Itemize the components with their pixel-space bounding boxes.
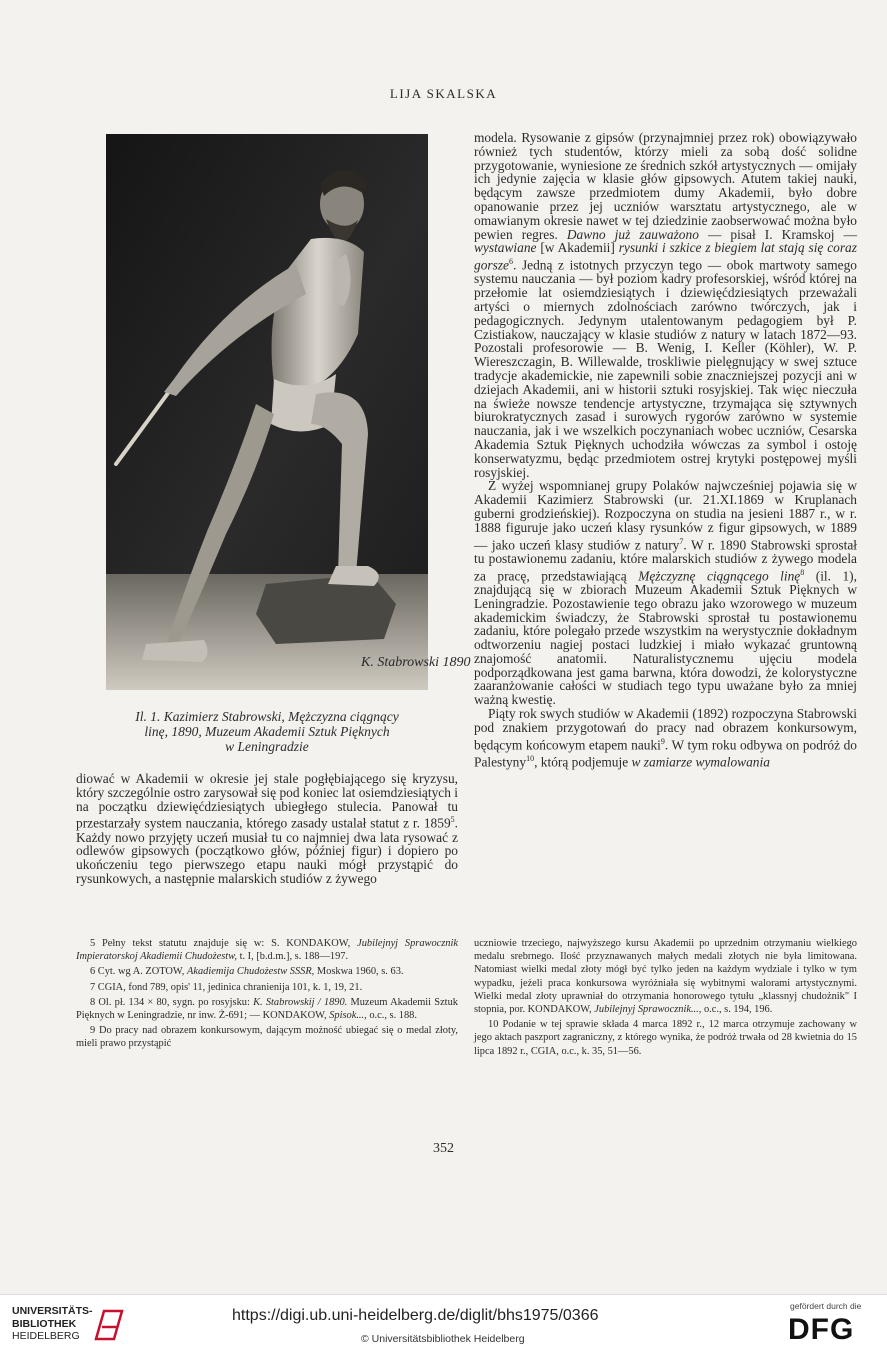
footnote-ref[interactable]: 5 — [450, 815, 455, 825]
paragraph — [76, 772, 458, 886]
library-logo[interactable] — [12, 1305, 192, 1349]
text-run: (il. 1), znajdującą się w zbiorach Muzeum Akademii Sztuk Pięknych w Leningradzie. Pozostawienie tego obrazu jako wzorowego w muzeum akademickim świadczy, że Stabrowski sprostał tu postawionemu zadaniu, które polegało przede wszystkim na werystycznie dokładnym odtworzeniu nagiej postaci ludzkiej i miało wykazać gruntowną znajomość anatomii. Naturalistycznemu ujęciu modela podporządkowana jest gama barwna, która dowodzi, że kolorystyczne zaaranżowanie całości w studiach tego typu uważane było za mniej ważną kwestię. — [474, 568, 857, 708]
text-run: . W r. 1890 Stabrowski sprostał tu postawionemu zadaniu, które malarskich studiów z żywego modela za pracę, przedstawiającą — [474, 537, 858, 584]
library-name: UNIVERSITÄTS- BIBLIOTHEK HEIDELBERG — [12, 1305, 93, 1342]
funding-note: gefördert durch die — [790, 1301, 862, 1311]
footnotes-left — [76, 937, 458, 1053]
viewer-footer — [0, 1294, 887, 1359]
caption-line: w Leningradzie — [225, 739, 309, 754]
painting-image — [106, 134, 471, 690]
footnote-7: 7 CGIA, fond 789, opis' 11, jedinica chranienija 101, k. 1, 19, 21. — [90, 981, 363, 993]
footnote-9: 9 Do pracy nad obrazem konkursowym, dającym możność ubiegać się o medal złoty, mieli prawo przystąpić — [76, 1025, 458, 1050]
library-emblem-icon — [92, 1307, 126, 1343]
figure-painting — [106, 134, 471, 690]
running-head: LIJA SKALSKA — [389, 86, 498, 101]
text-run: . W tym roku odbywa on podróż do Palestyny — [474, 737, 857, 770]
footnote-9-continued: uczniowie trzeciego, najwyższego kursu Akademii po uprzednim otrzymaniu wielkiego medalu srebrnego. Ilość przyznawanych małych medali złotych nie była limitowana. Natomiast wielki medal złoty mógł być tylko jeden na każdym wydziale i tylko w tym wypadku, jeżeli praca konkursowa wyróżniała się wybitnymi walorami artystycznymi. Wielki medal złoty uprawniał do otrzymania honorowego tytułu „klassnyj chudożnik" I stopnia, por. KONDAKOW, Jubilejnyj Sprawocznik..., o.c., s. 194, 196. — [474, 938, 857, 1016]
italic-run: rysunki i szkice z biegiem lat stają się coraz gorsze — [474, 240, 857, 273]
italic-run: Dawno już zauważono — [566, 226, 699, 242]
text-run: Piąty rok swych studiów w Akademii (1892) rozpoczyna Stabrowski pod znakiem przygotowań do pracy nad obrazem konkursowym, będącym końcowym etapem nauki — [474, 706, 857, 753]
footnote-ref[interactable]: 6 — [508, 257, 513, 267]
paragraph — [474, 131, 857, 479]
italic-run: Mężczyznę ciągnącego linę — [638, 568, 801, 584]
caption-line: Il. 1. Kazimierz Stabrowski, Mężczyzna ciągnący — [135, 709, 399, 724]
text-run: modela. Rysowanie z gipsów (przynajmniej przez rok) obowiązywało również tych studentów, którzy mieli za sobą dość solidne przygotowanie, wyniesione ze średnich szkół artystycznych — omijały ich jedynie zajęcia w klasie głów gipsowych. Atutem takiej nauki, będącym zawsze przedmiotem dumy Akademii, było dobre opanowanie przez jej uczniów warsztatu artystycznego, ale w omawianym okresie nawet w tej dziedzinie zaobserwować można było pewien regres. — [474, 130, 857, 242]
text-run: . Każdy nowo przyjęty uczeń musiał tu co najmniej dwa lata rysować z odlewów gipsowych (początkowo głów, później figur) i dopiero po ukończeniu tego pierwszego etapu nauki mógł przystąpić do rysunkowych, a następnie malarskich studiów z żywego — [76, 815, 458, 887]
footnotes-right — [474, 937, 857, 1060]
footnote-ref[interactable]: 8 — [800, 567, 805, 577]
italic-run: w zamiarze wymalowania — [631, 754, 770, 770]
italic-run: wystawiane — [474, 240, 537, 256]
figure-caption — [76, 709, 458, 754]
footnote-ref[interactable]: 7 — [679, 536, 684, 546]
footnote-6: 6 Cyt. wg A. ZOTOW, Akadiemija Chudożestw SSSR, Moskwa 1960, s. 63. — [90, 966, 404, 978]
paragraph — [474, 479, 857, 707]
text-run: [w Akademii] — [540, 240, 615, 256]
text-run: — pisał I. Kramskoj — — [707, 226, 857, 242]
footnote-10: 10 Podanie w tej sprawie składa 4 marca 1892 r., 12 marca otrzymuje zachowany w jego aktach paszport zagraniczny, z którego wynika, że podróż trwała od 28 kwietnia do 15 lipca 1892 r., CGIA, o.c., k. 35, 51—56. — [474, 1019, 857, 1057]
text-run: Z wyżej wspomnianej grupy Polaków najwcześniej pojawia się w Akademii Kazimierz Stabrowski (ur. 21.XI.1869 w Kruplanach guberni grodzieńskiej). Rozpoczyna on studia na jesieni 1887 r., w r. 1888 figuruje jako uczeń klasy rysunków z figur gipsowych, w 1889 — jako uczeń klasy studiów z natury — [474, 478, 857, 553]
footnote-8: 8 Ol. pł. 134 × 80, sygn. po rosyjsku: K. Stabrowskij / 1890. Muzeum Akademii Sztuk Pięknych w Leningradzie, nr inw. Ż-691; — KONDAKOW, Spisok..., o.c., s. 188. — [76, 996, 458, 1022]
dfg-logo[interactable]: DFG — [788, 1313, 855, 1346]
painting-signature: K. Stabrowski 1890 — [361, 655, 471, 670]
text-run: . Jedną z istotnych przyczyn tego — obok martwoty samego systemu nauczania — był poziom kadry profesorskiej, wśród której na przełomie lat osiemdziesiątych i dziewięćdziesiątych przeważali artyści o miernych zdolnościach zarówno twórczych, jak i pedagogicznych. Jedynym utalentowanym pedagogiem był P. Czistiakow, nauczający w klasie studiów z natury w latach 1872—93. Pozostali profesorowie — B. Wenig, I. Keller (Köhler), W. P. Wiereszczagin, B. Willewalde, troskliwie pielęgnujący w swej sztuce tradycje akademickie, nie zapewnili sobie znaczniejszej pozycji ani w dziejach Akademii, ani w historii sztuki rosyjskiej. Tak więc nieczuła na świeże nowsze tendencje artystyczne, trzymająca się sztywnych biurokratycznych zasad i surowych rygorów zarówno w systemie nauczania, jak i we wszelkich poczynaniach wobec uczniów, Cesarska Akademia Sztuk Pięknych uchodziła wówczas za symbol i ostoję konserwatyzmu, będąc przedmiotem ostrej krytyki postępowej myśli rosyjskiej. — [474, 257, 857, 480]
footnote-ref[interactable]: 9 — [660, 736, 665, 746]
right-column-text — [474, 131, 857, 769]
permalink-url[interactable]: https://digi.ub.uni-heidelberg.de/diglit/bhs1975/0366 — [232, 1307, 599, 1324]
footnote-5: 5 Pełny tekst statutu znajduje się w: S. KONDAKOW, Jubilejnyj Sprawocznik Impieratorskoj Akadiemii Chudożestw, t. I, [b.d.m.], s. 188—197. — [76, 938, 458, 963]
page-number: 352 — [433, 1141, 454, 1156]
text-run: , którą podjemuje — [534, 754, 629, 770]
paragraph — [474, 707, 857, 769]
text-run: diować w Akademii w okresie jej stale pogłębiającego się kryzysu, który szczególnie ostro zarysował się pod koniec lat osiemdziesiątych i na początku dziewięćdziesiątych ubiegłego stulecia. Panował tu przestarzały system nauczania, którego zasady ustalał statut z r. 1859 — [76, 771, 458, 831]
caption-line: linę, 1890, Muzeum Akademii Sztuk Pięknych — [144, 724, 390, 739]
left-column-text — [76, 772, 458, 886]
copyright-notice: © Universitätsbibliothek Heidelberg — [361, 1333, 525, 1345]
footnote-ref[interactable]: 10 — [526, 753, 535, 763]
